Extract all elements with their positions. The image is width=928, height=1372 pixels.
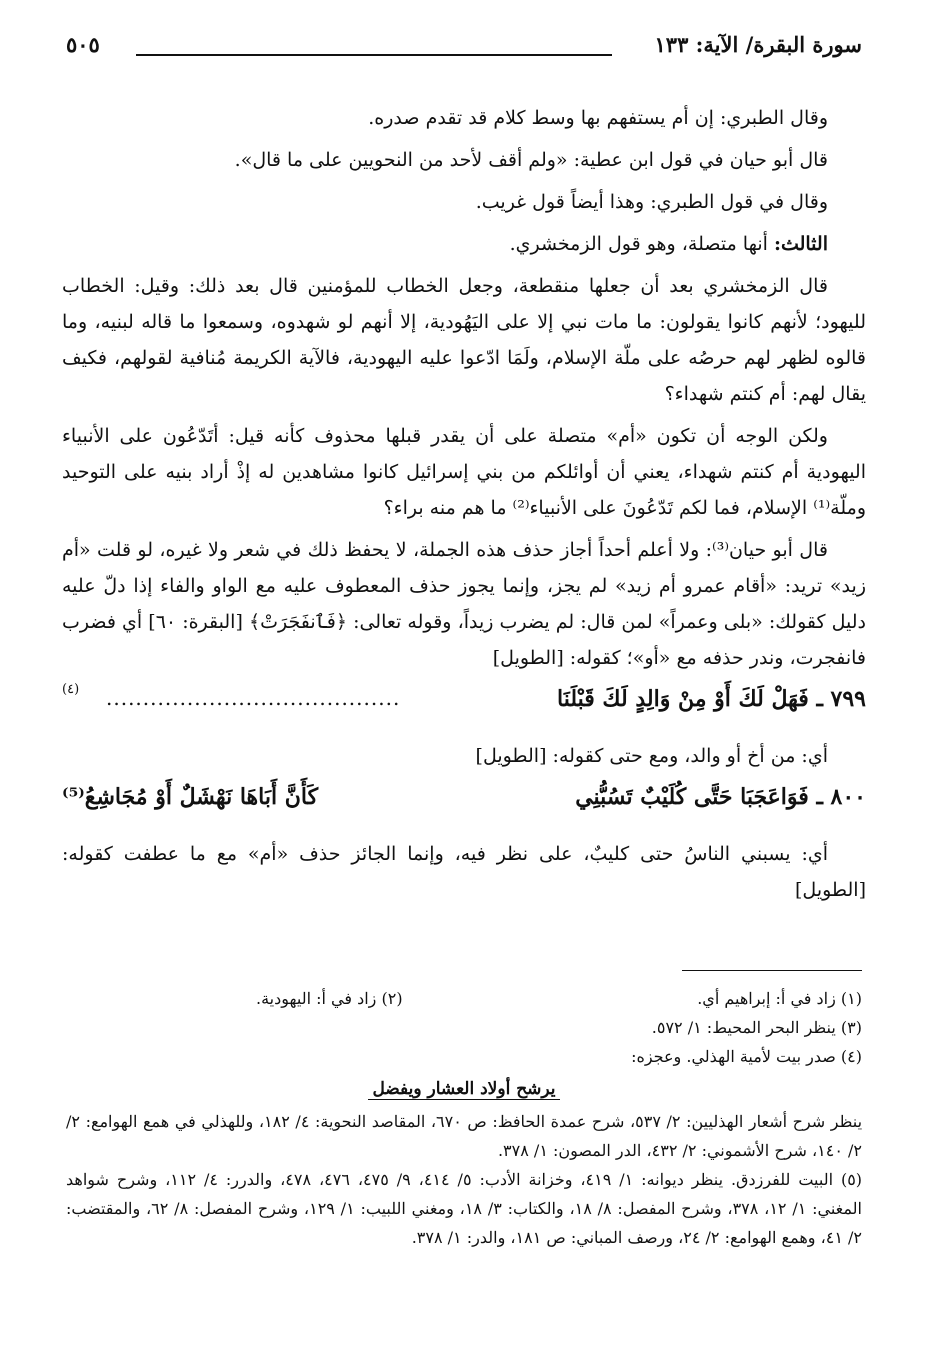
paragraph-third-opinion (62, 226, 866, 262)
footnote-4-verse-text: يرشح أولاد العشار ويفضل (368, 1079, 559, 1100)
footnote-1: (١) زاد في أ: إبراهيم أي. (697, 989, 862, 1008)
verse-799 (62, 682, 866, 730)
footnote-3: (٣) ينظر البحر المحيط: ١/ ٥٧٢. (651, 1018, 862, 1037)
paragraph-verse-explanation: أي: من أخ أو والد، ومع حتى كقوله: [الطويل] (475, 745, 828, 767)
paragraph-final: أي: يسبني الناسُ حتى كليبٌ، على نظر فيه، وإنما الجائز حذف «أم» مع ما عطفت كقوله: [الطويل] (62, 843, 866, 901)
paragraph-zamakhshari: قال الزمخشري بعد أن جعلها منقطعة، وجعل الخطاب للمؤمنين قال بعد ذلك: وقيل: الخطاب لليهود؛ لأنهم كانوا يقولون: ما مات نبي إلا على اليَهُودية، إلا أنهم لو شهدوه، وسمعوا ما قاله لبنيه، وما قالوه لظهر لهم حرصُه على ملّة الإسلام، ولَمَا ادّعوا عليه اليهودية، فالآية الكريمة مُنافية لقولهم، فكيف يقال لهم: أم كنتم شهداء؟ (62, 275, 866, 405)
main-text (62, 100, 866, 914)
footnote-4-verse (66, 1071, 862, 1107)
verse-800-first-hemistich: ٨٠٠ ـ فَوَاعَجَبَا حَتَّى كُلَيْبٌ تَسُبُّنِي (575, 784, 866, 810)
paragraph-abu-hayyan-rebuttal: قال أبو حيان⁽³⁾: ولا أعلم أحداً أجاز حذف هذه الجملة، لا يحفظ ذلك في شعر ولا غيره، لو قلت «أم زيد» تريد: «أقام عمرو أم زيد» لم يجز، وإنما يجوز حذف المعطوف عليه مع الواو والفاء إذا دلّ عليه دليل كقولك: «بلى وعمراً» لمن قال: لم يضرب زيداً، وقوله تعالى: ﴿فَٱنفَجَرَتْ﴾ [البقرة: ٦٠] أي فضرب فانفجرت، وندر حذفه مع «أو»؛ كقوله: [الطويل] (62, 539, 867, 669)
verse-800 (62, 780, 866, 828)
header-rule (136, 54, 612, 56)
paragraph-abu-hayyan-quote: قال أبو حيان في قول ابن عطية: «ولم أقف لأحد من النحويين على ما قال». (234, 149, 828, 171)
paragraph-tabari: وقال الطبري: إن أم يستفهم بها وسط كلام قد تقدم صدره. (368, 107, 828, 129)
verse-799-dots: ........................................ (106, 686, 401, 710)
footnote-separator (682, 970, 862, 971)
footnote-row-3 (66, 1013, 862, 1042)
footnote-row-1 (66, 984, 862, 1013)
footnote-4-sources: ينظر شرح أشعار الهذليين: ٢/ ٥٣٧، شرح عمدة الحافظ: ص ٦٧٠، المقاصد النحوية: ٤/ ١٨٢، وللهذلي في همع الهوامع: ٢/ ٢/ ١٤٠، شرح الأشموني: ٢/ ٤٣٢، الدر المصون: ١/ ٣٧٨. (66, 1112, 863, 1160)
verse-799-footnote-ref: (٤) (62, 682, 80, 697)
running-header (66, 28, 862, 68)
footnote-4: (٤) صدر بيت لأمية الهذلي. وعجزه: (631, 1047, 862, 1066)
footnote-5: (٥) البيت للفرزدق. ينظر ديوانه: ١/ ٤١٩، وخزانة الأدب: ٥/ ٤١٤، ٩/ ٤٧٥، ٤٧٦، ٤٧٨، والدرر: ٤/ ١١٢، وشرح شواهد المغني: ١/ ١٢، ٣٧٨، وشرح المفصل: ٨/ ١٨، والكتاب: ٣/ ١٨، ومغني اللبيب: ١/ ١٢٩، وشرح المفصل: ٨/ ٦٢، والمقتضب: ٢/ ٤١، وهمع الهوامع: ٢/ ٢٤، ورصف المباني: ص ١٨١، والدر: ١/ ٣٧٨. (66, 1170, 863, 1247)
header-surah-title: سورة البقرة/ الآية: ١٣٣ (654, 32, 862, 57)
footnote-2: (٢) زاد في أ: اليهودية. (256, 989, 403, 1008)
paragraph-correct-view: ولكن الوجه أن تكون «أم» متصلة على أن يقدر قبلها محذوف كأنه قيل: أتَدّعُون على الأنبياء اليهودية أم كنتم شهداء، يعني أن أوائلكم من بني إسرائيل كانوا مشاهدين له إذْ أراد بنيه على التوحيد وملّة⁽¹⁾ الإسلام، فما لكم تَدّعُونَ على الأنبياء⁽²⁾ ما هم منه براء؟ (62, 425, 866, 519)
footnotes (66, 984, 862, 1252)
paragraph-tabari-comment: وقال في قول الطبري: وهذا أيضاً قول غريب. (475, 191, 828, 213)
footnote-row-4 (66, 1042, 862, 1071)
page-number: ٥٠٥ (66, 32, 100, 57)
verse-799-text: ٧٩٩ ـ فَهَلْ لَكَ أَوْ مِنْ وَالِدٍ لَكَ قَبْلَنَا (556, 686, 866, 712)
third-opinion-label: الثالث: (773, 233, 828, 255)
third-opinion-text: أنها متصلة، وهو قول الزمخشري. (509, 233, 774, 255)
verse-800-second-hemistich: كَأَنَّ أَبَاهَا نَهْشَلٌ أَوْ مُجَاشِعُ⁽⁵⁾ (62, 784, 319, 810)
